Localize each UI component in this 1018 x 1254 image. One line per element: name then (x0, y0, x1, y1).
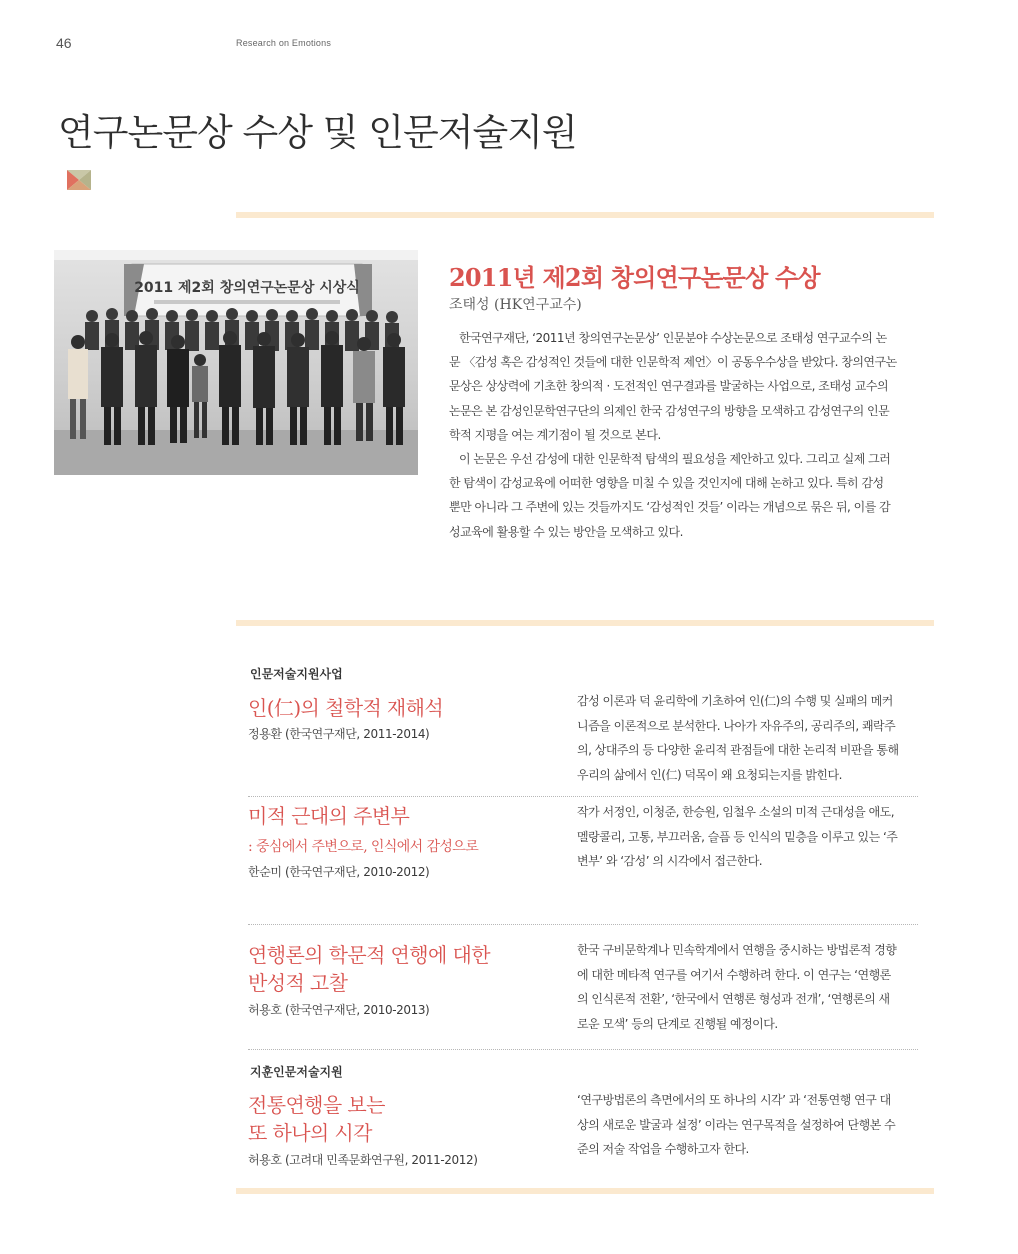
award-title: 2011년 제2회 창의연구논문상 수상 (449, 263, 820, 292)
book-title: 전통연행을 보는 (248, 1093, 385, 1117)
section-label: 지훈인문저술지원 (250, 1065, 343, 1079)
dotted-divider (248, 924, 918, 925)
desc-line: 한국 구비문학계나 민속학계에서 연행을 중시하는 방법론적 경향 (577, 943, 897, 957)
dotted-divider (248, 796, 918, 797)
section-rule (236, 212, 934, 218)
desc-line: 멜랑콜리, 고통, 부끄러움, 슬픔 등 인식의 밑층을 이루고 있는 ‘주 (577, 829, 898, 844)
desc-line: 로운 모색’ 등의 단계로 진행될 예정이다. (577, 1016, 778, 1031)
award-author: 조태성 (HK연구교수) (449, 297, 582, 313)
section-label: 인문저술지원사업 (250, 667, 343, 681)
desc-line: 에 대한 메타적 연구를 여기서 수행하려 한다. 이 연구는 ‘연행론 (577, 967, 891, 982)
book-title: 반성적 고찰 (248, 971, 348, 995)
book-meta: 허용호 (한국연구재단, 2010-2013) (248, 1003, 430, 1017)
book-description (577, 689, 919, 787)
section-rule (236, 1188, 934, 1194)
desc-line: 니즘을 이론적으로 분석한다. 나아가 자유주의, 공리주의, 쾌락주 (577, 718, 896, 733)
book-title: 연행론의 학문적 연행에 대한 (248, 943, 490, 967)
book-description (577, 800, 919, 874)
book-meta: 한순미 (한국연구재단, 2010-2012) (248, 865, 430, 879)
award-text-line: 문상은 상상력에 기초한 창의적 · 도전적인 연구결과를 발굴하는 사업으로, 조태성 교수의 (449, 379, 889, 394)
book-description (577, 1088, 919, 1162)
page-title: 연구논문상 수상 및 인문저술지원 (58, 111, 577, 154)
desc-line: 감성 이론과 덕 윤리학에 기초하여 인(仁)의 수행 및 실패의 메커 (577, 694, 893, 708)
desc-line: 상의 새로운 발굴과 설정’ 이라는 연구목적을 설정하여 단행본 수 (577, 1117, 896, 1132)
photo-banner-text: 2011 제2회 창의연구논문상 시상식 (134, 280, 360, 296)
book-title: 미적 근대의 주변부 (248, 804, 410, 828)
award-text-line: 논문은 본 감성인문학연구단의 의제인 한국 감성연구의 방향을 모색하고 감성연구의 인문 (449, 403, 890, 418)
book-title: 인(仁)의 철학적 재해석 (248, 696, 444, 720)
award-text-line: 한국연구재단, ‘2011년 창의연구논문상’ 인문분야 수상논문으로 조태성 연구교수의 논 (459, 331, 887, 345)
page-number: 46 (56, 35, 72, 51)
book-meta: 정용환 (한국연구재단, 2011-2014) (248, 727, 430, 741)
award-body (449, 326, 917, 544)
award-ceremony-photo (54, 250, 418, 475)
desc-line: 준의 저술 작업을 수행하고자 한다. (577, 1142, 749, 1156)
award-text-line: 한 탐색이 감성교육에 어떠한 영향을 미칠 수 있을 것인지에 대해 논하고 있다. 특히 감성 (449, 476, 884, 491)
award-text-line: 학적 지평을 여는 계기점이 될 것으로 본다. (449, 427, 661, 442)
desc-line: 작가 서정인, 이청준, 한승원, 임철우 소설의 미적 근대성을 애도, (577, 805, 895, 819)
award-text-line: 이 논문은 우선 감성에 대한 인문학적 탐색의 필요성을 제안하고 있다. 그리고 실제 그러 (459, 452, 891, 467)
running-head: Research on Emotions (236, 38, 332, 48)
award-text-line: 성교육에 활용할 수 있는 방안을 모색하고 있다. (449, 524, 683, 539)
book-subtitle: : 중심에서 주변으로, 인식에서 감성으로 (248, 839, 479, 855)
award-text-line: 문 〈감성 혹은 감성적인 것들에 대한 인문학적 제언〉이 공동우수상을 받았다. 창의연구논 (449, 355, 897, 370)
desc-line: 의, 상대주의 등 다양한 윤리적 관점들에 대한 논리적 비판을 통해 (577, 743, 899, 757)
desc-line: 우리의 삶에서 인(仁) 덕목이 왜 요청되는지를 밝힌다. (577, 767, 842, 782)
title-ornament-icon (67, 170, 91, 190)
dotted-divider (248, 1049, 918, 1050)
book-title: 또 하나의 시각 (248, 1121, 372, 1145)
desc-line: 의 인식론적 전환’, ‘한국에서 연행론 형성과 전개’, ‘연행론의 새 (577, 992, 890, 1006)
book-description (577, 938, 919, 1036)
section-rule (236, 620, 934, 626)
desc-line: 변부’ 와 ‘감성’ 의 시각에서 접근한다. (577, 854, 763, 868)
book-meta: 허용호 (고려대 민족문화연구원, 2011-2012) (248, 1153, 478, 1167)
award-text-line: 뿐만 아니라 그 주변에 있는 것들까지도 ‘감성적인 것들’ 이라는 개념으로 묶은 뒤, 이를 감 (449, 500, 891, 515)
desc-line: ‘연구방법론의 측면에서의 또 하나의 시각’ 과 ‘전통연행 연구 대 (577, 1093, 891, 1107)
